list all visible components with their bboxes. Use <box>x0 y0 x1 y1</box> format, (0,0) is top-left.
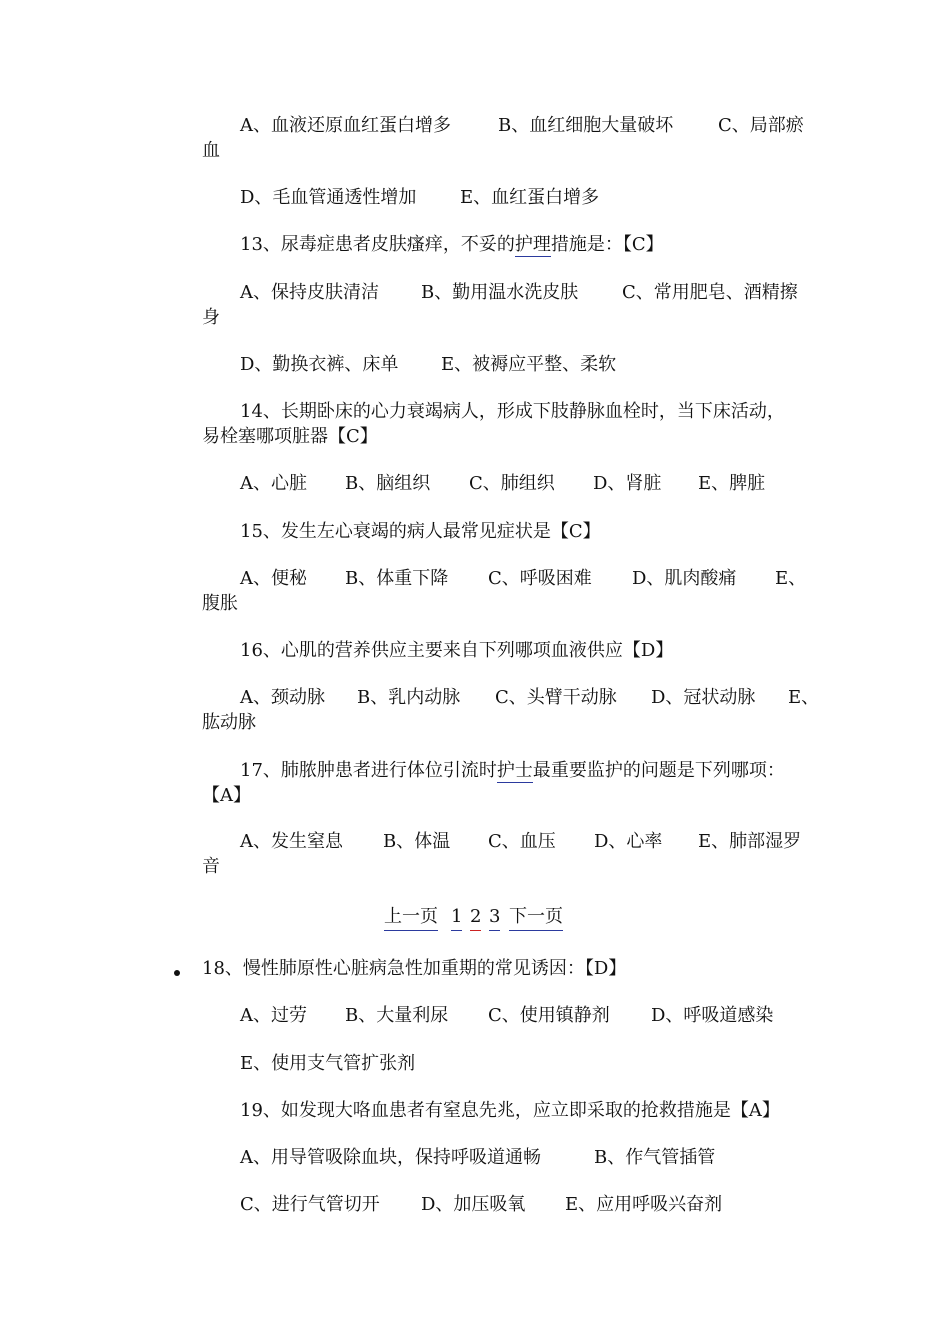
q17-option-e-wrap: 音 <box>202 856 220 877</box>
q14-option-e: E、脾脏 <box>698 473 766 494</box>
q19-options-row2 <box>0 1193 950 1217</box>
q14-options <box>0 472 950 496</box>
q13-stem-post: 措施是：【C】 <box>550 234 664 255</box>
q17-option-c: C、血压 <box>488 831 556 852</box>
q14-option-b: B、脑组织 <box>345 473 431 494</box>
q12-options-row2 <box>0 186 950 210</box>
page-link-2[interactable]: 2 <box>470 905 481 931</box>
q13-stem <box>240 233 664 257</box>
q16-option-e: E、 <box>788 687 820 708</box>
q15-option-e: E、 <box>775 568 807 589</box>
q17-option-a: A、发生窒息 <box>240 831 343 852</box>
q19-option-d: D、加压吸氧 <box>421 1194 526 1215</box>
q14-stem-line1: 14、长期卧床的心力衰竭病人，形成下肢静脉血栓时，当下床活动， <box>240 401 785 422</box>
page-link-3[interactable]: 3 <box>489 905 500 931</box>
q12-option-c-wrap: 血 <box>202 140 220 161</box>
next-page-link[interactable]: 下一页 <box>509 905 563 931</box>
q15-stem: 15、发生左心衰竭的病人最常见症状是【C】 <box>240 521 601 542</box>
q18-option-b: B、大量利尿 <box>345 1005 449 1026</box>
pagination <box>0 905 950 931</box>
q14-stem-line2: 易栓塞哪项脏器【C】 <box>202 426 378 447</box>
q13-options-row1 <box>0 281 950 305</box>
q16-stem: 16、心肌的营养供应主要来自下列哪项血液供应【D】 <box>240 640 674 661</box>
q13-nursing-link[interactable]: 护理 <box>514 234 551 255</box>
q14-option-a: A、心脏 <box>240 473 307 494</box>
q18-option-d: D、呼吸道感染 <box>651 1005 774 1026</box>
q15-options <box>0 567 950 591</box>
q17-stem-line1 <box>240 759 785 783</box>
q13-stem-pre: 13、尿毒症患者皮肤瘙痒，不妥的 <box>240 234 515 255</box>
page-link-1[interactable]: 1 <box>451 905 462 931</box>
q15-option-e-wrap: 腹胀 <box>202 593 238 614</box>
q16-option-c: C、头臂干动脉 <box>495 687 617 708</box>
q12-option-e: E、血红蛋白增多 <box>460 187 600 208</box>
q12-option-a: A、血液还原血红蛋白增多 <box>240 115 451 136</box>
q16-option-e-wrap: 肱动脉 <box>202 712 256 733</box>
q16-options <box>0 686 950 710</box>
q16-option-a: A、颈动脉 <box>240 687 325 708</box>
q18-option-a: A、过劳 <box>240 1005 307 1026</box>
q13-option-b: B、勤用温水洗皮肤 <box>421 282 579 303</box>
q13-options-row2 <box>0 353 950 377</box>
q18-option-e: E、使用支气管扩张剂 <box>240 1053 416 1074</box>
q19-option-e: E、应用呼吸兴奋剂 <box>565 1194 723 1215</box>
q13-option-c: C、常用肥皂、酒精擦 <box>622 282 798 303</box>
q17-nurse-link[interactable]: 护士 <box>496 760 533 781</box>
q19-stem: 19、如发现大咯血患者有窒息先兆，应立即采取的抢救措施是【A】 <box>240 1100 780 1121</box>
prev-page-link[interactable]: 上一页 <box>384 905 438 931</box>
q13-option-a: A、保持皮肤清洁 <box>240 282 379 303</box>
q19-option-b: B、作气管插管 <box>594 1147 716 1168</box>
q12-option-d: D、毛血管通透性增加 <box>240 187 417 208</box>
q17-option-d: D、心率 <box>594 831 663 852</box>
q19-options-row1 <box>0 1146 950 1170</box>
q15-option-c: C、呼吸困难 <box>488 568 592 589</box>
q17-stem-pre: 17、肺脓肿患者进行体位引流时 <box>240 760 497 781</box>
q19-option-a: A、用导管吸除血块，保持呼吸道通畅 <box>240 1147 541 1168</box>
q17-options <box>0 830 950 854</box>
q18-options <box>0 1004 950 1028</box>
q17-stem-post: 最重要监护的问题是下列哪项： <box>532 760 785 781</box>
q15-option-a: A、便秘 <box>240 568 307 589</box>
q15-option-d: D、肌肉酸痛 <box>632 568 737 589</box>
q19-option-c: C、进行气管切开 <box>240 1194 380 1215</box>
q17-option-b: B、体温 <box>383 831 451 852</box>
q13-option-d: D、勤换衣裤、床单 <box>240 354 399 375</box>
q13-option-c-wrap: 身 <box>202 307 220 328</box>
q14-option-d: D、肾脏 <box>593 473 662 494</box>
q13-option-e: E、被褥应平整、柔软 <box>441 354 617 375</box>
q14-option-c: C、肺组织 <box>469 473 555 494</box>
q12-options-row1 <box>0 114 950 138</box>
q12-option-b: B、血红细胞大量破坏 <box>498 115 674 136</box>
list-bullet <box>174 970 180 976</box>
q18-option-c: C、使用镇静剂 <box>488 1005 610 1026</box>
q18-stem: 18、慢性肺原性心脏病急性加重期的常见诱因：【D】 <box>202 958 627 979</box>
q16-option-b: B、乳内动脉 <box>357 687 461 708</box>
q16-option-d: D、冠状动脉 <box>651 687 756 708</box>
q12-option-c: C、局部瘀 <box>718 115 804 136</box>
q15-option-b: B、体重下降 <box>345 568 449 589</box>
q17-stem-line2: 【A】 <box>202 785 251 806</box>
q17-option-e: E、肺部湿罗 <box>698 831 802 852</box>
